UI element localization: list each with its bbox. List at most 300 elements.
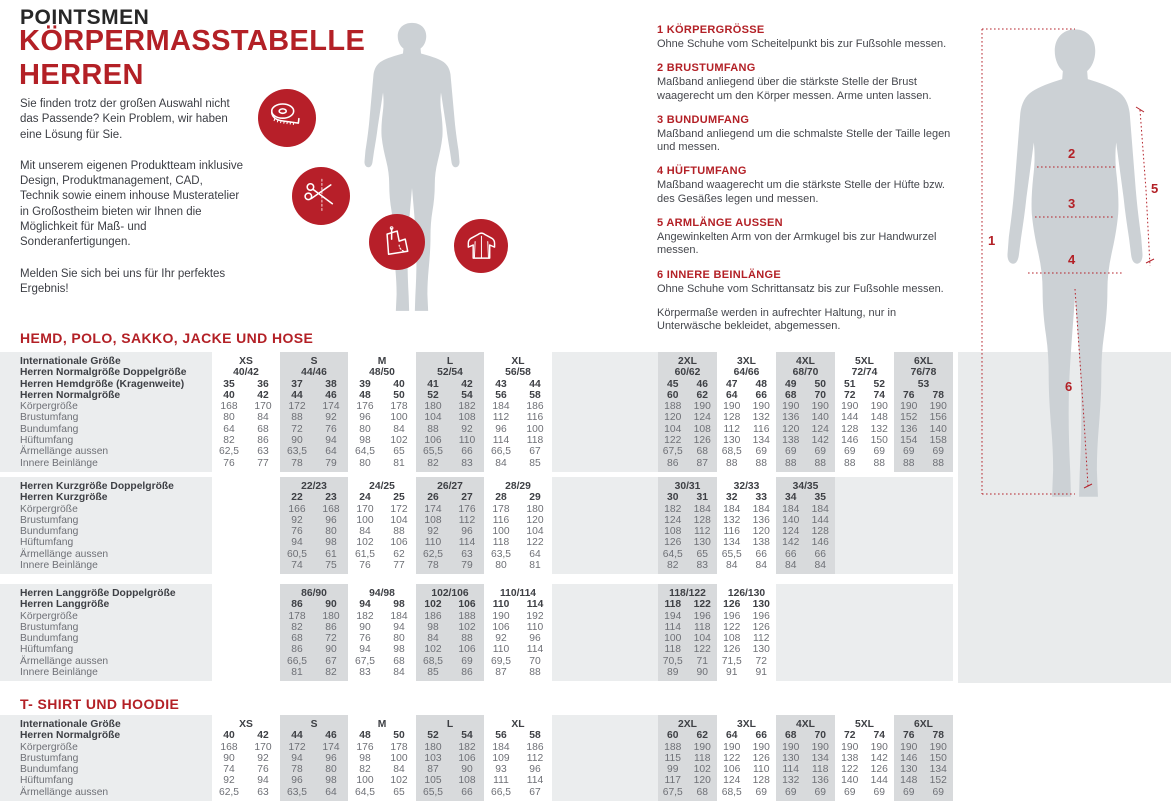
size-group-cell: [658, 390, 717, 401]
value-cell: 72: [291, 423, 303, 435]
size-group-cell: [717, 611, 776, 622]
value-cell: 67: [529, 446, 541, 458]
size-group-cell: [658, 515, 717, 526]
size-group-cell: [416, 446, 484, 457]
value-cell: 128: [723, 412, 741, 424]
size-group-cell: [776, 588, 835, 599]
value-cell: 66: [755, 730, 767, 742]
size-group-cell: [894, 424, 953, 435]
size-group-cell: [835, 644, 894, 655]
size-group-cell: [835, 753, 894, 764]
value-cell: 76: [291, 526, 303, 538]
size-group-cell: [416, 787, 484, 798]
value-cell: 84: [393, 423, 405, 435]
value-cell: 140: [929, 423, 947, 435]
value-cell: 64: [726, 730, 738, 742]
value-cell: 26: [427, 492, 439, 504]
size-group-cell: [717, 446, 776, 457]
size-group-cell: [717, 401, 776, 412]
value-cell: 88: [461, 633, 473, 645]
value-cell: 196: [693, 610, 711, 622]
size-group-cell: [212, 667, 280, 678]
marker-brustumfang: 2: [1068, 146, 1076, 161]
value-cell: 112: [458, 514, 476, 526]
size-group-cell: [348, 424, 416, 435]
value-cell: 118: [812, 764, 829, 776]
size-group-cell: [280, 656, 348, 667]
size-group-cell: [776, 424, 835, 435]
row-label: Bundumfang: [20, 423, 79, 435]
size-group-cell: [416, 730, 484, 741]
value-cell: 114: [526, 599, 544, 611]
instruction-item: [657, 217, 963, 258]
size-group-cell: [416, 537, 484, 548]
value-cell: 144: [870, 775, 888, 787]
value-cell: 126: [752, 752, 770, 764]
value-cell: 82: [223, 435, 235, 447]
row-label: Herren Langgröße Doppelgröße: [20, 588, 176, 599]
size-group-cell: [717, 787, 776, 798]
group-header-cell: 56/58: [505, 367, 531, 379]
size-group-cell: [894, 401, 953, 412]
value-cell: 58: [529, 389, 541, 401]
size-group-cell: [835, 458, 894, 469]
value-cell: 102: [693, 764, 711, 776]
value-cell: 180: [526, 503, 544, 515]
size-group-cell: [212, 537, 280, 548]
value-cell: 128: [693, 514, 711, 526]
column-gap: [552, 775, 658, 786]
value-cell: 174: [322, 741, 340, 753]
value-cell: 90: [291, 435, 303, 447]
size-group-cell: [894, 492, 953, 503]
table-row: [0, 412, 953, 423]
row-label: Körpergröße: [20, 401, 78, 413]
size-group-cell: [658, 730, 717, 741]
group-header-cell: L: [446, 719, 454, 730]
size-group-cell: [484, 611, 552, 622]
instruction-title: 2 BRUSTUMFANG: [657, 62, 756, 75]
value-cell: 90: [325, 644, 337, 656]
table-row: [0, 390, 953, 401]
size-group-cell: [894, 611, 953, 622]
value-cell: 118: [664, 644, 681, 656]
value-cell: 62: [696, 730, 708, 742]
value-cell: 186: [526, 401, 544, 413]
value-cell: 178: [390, 741, 408, 753]
instruction-text: Ohne Schuhe vom Scheitelpunkt bis zur Fußsohle messen.: [657, 38, 947, 50]
value-cell: 172: [288, 401, 306, 413]
value-cell: 41: [427, 378, 439, 390]
value-cell: 88: [393, 526, 405, 538]
value-cell: 128: [811, 526, 829, 538]
value-cell: 66,5: [490, 786, 512, 798]
size-group-cell: [280, 775, 348, 786]
value-cell: 69: [755, 786, 767, 798]
value-cell: 78: [427, 560, 439, 572]
value-cell: 77: [257, 457, 269, 469]
value-cell: 68,5: [422, 655, 444, 667]
value-cell: 96: [325, 514, 337, 526]
value-cell: 178: [492, 503, 510, 515]
table-row: [0, 560, 953, 571]
value-cell: 66: [814, 548, 826, 560]
value-cell: 96: [291, 775, 303, 787]
value-cell: 35: [814, 492, 826, 504]
value-cell: 94: [291, 752, 303, 764]
value-cell: 102: [424, 644, 442, 656]
value-cell: 84: [726, 560, 738, 572]
value-cell: 61,5: [354, 548, 376, 560]
row-label: Innere Beinlänge: [20, 560, 98, 572]
size-group-cell: [658, 775, 717, 786]
size-group-cell: [416, 667, 484, 678]
size-group-cell: [658, 537, 717, 548]
value-cell: 78: [291, 457, 303, 469]
value-cell: 190: [782, 741, 800, 753]
value-cell: 190: [811, 741, 829, 753]
value-cell: 56: [495, 389, 507, 401]
size-group-cell: [835, 775, 894, 786]
size-group-cell: [280, 435, 348, 446]
value-cell: 63,5: [286, 786, 308, 798]
size-group-cell: [416, 356, 484, 367]
value-cell: 76: [359, 560, 371, 572]
value-cell: 120: [752, 526, 770, 538]
size-group-cell: [835, 622, 894, 633]
column-gap: [552, 588, 658, 599]
value-cell: 166: [288, 503, 306, 515]
size-group-cell: [348, 742, 416, 753]
column-gap: [552, 481, 658, 492]
value-cell: 66,5: [286, 655, 308, 667]
value-cell: 64,5: [354, 446, 376, 458]
value-cell: 184: [390, 610, 408, 622]
value-cell: 90: [359, 621, 371, 633]
size-group-cell: [658, 424, 717, 435]
value-cell: 115: [664, 752, 681, 764]
value-cell: 81: [291, 667, 303, 679]
intro-paragraph: Melden Sie sich bei uns für Ihr perfektes Ergebnis!: [20, 267, 226, 295]
value-cell: 148: [870, 412, 888, 424]
size-group-cell: [835, 764, 894, 775]
table-row: [0, 644, 953, 655]
size-group-cell: [484, 492, 552, 503]
value-cell: 88: [903, 457, 915, 469]
size-group-cell: [894, 742, 953, 753]
value-cell: 68: [696, 446, 708, 458]
size-group-cell: [658, 588, 717, 599]
value-cell: 190: [870, 401, 888, 413]
value-cell: 184: [752, 503, 770, 515]
value-cell: 98: [325, 537, 337, 549]
value-cell: 54: [461, 730, 473, 742]
instruction-item: [657, 114, 963, 155]
value-cell: 92: [223, 775, 235, 787]
column-gap: [552, 537, 658, 548]
size-group-cell: [717, 775, 776, 786]
value-cell: 190: [723, 741, 741, 753]
value-cell: 79: [325, 457, 337, 469]
column-gap: [552, 401, 658, 412]
value-cell: 104: [526, 526, 544, 538]
value-cell: 130: [752, 599, 770, 611]
size-group-cell: [212, 481, 280, 492]
value-cell: 52: [427, 389, 439, 401]
intro-text: [20, 97, 244, 313]
instruction-text: Maßband anliegend über die stärkste Stelle der Brust waagerecht um den Körper messen. Arme unten lassen.: [657, 76, 932, 102]
value-cell: 116: [753, 423, 770, 435]
value-cell: 188: [664, 741, 682, 753]
table-row: [0, 424, 953, 435]
size-group-cell: [212, 412, 280, 423]
table-row: [0, 367, 953, 378]
value-cell: 118: [526, 435, 544, 447]
value-cell: 84: [359, 526, 371, 538]
value-cell: 116: [526, 412, 544, 424]
size-group-cell: [658, 753, 717, 764]
group-header-cell: S: [310, 356, 318, 367]
value-cell: 178: [390, 401, 408, 413]
group-header-cell: 28/29: [505, 481, 531, 492]
instruction-item: [657, 269, 963, 296]
size-group-cell: [717, 504, 776, 515]
instruction-text: Maßband waagerecht um die stärkste Stelle der Hüfte bzw. des Gesäßes legen und messen.: [657, 179, 945, 205]
group-header-cell: 3XL: [737, 356, 756, 367]
size-group-cell: [776, 492, 835, 503]
size-group-cell: [776, 446, 835, 457]
value-cell: 102: [458, 621, 476, 633]
value-cell: 76: [325, 423, 337, 435]
group-header-cell: 102/106: [431, 588, 469, 599]
column-gap: [552, 742, 658, 753]
size-group-cell: [776, 481, 835, 492]
value-cell: 132: [782, 775, 800, 787]
size-group-cell: [348, 401, 416, 412]
size-group-cell: [776, 622, 835, 633]
size-group-cell: [348, 446, 416, 457]
column-gap: [552, 515, 658, 526]
size-group-cell: [416, 633, 484, 644]
value-cell: 122: [693, 599, 711, 611]
value-cell: 132: [723, 514, 741, 526]
instruction-text: Angewinkelten Arm von der Armkugel bis zur Handwurzel messen.: [657, 231, 937, 257]
row-label: Herren Kurzgröße: [20, 492, 108, 504]
value-cell: 80: [495, 560, 507, 572]
value-cell: 106: [458, 752, 476, 764]
size-group-cell: [212, 775, 280, 786]
value-cell: 28: [495, 492, 507, 504]
size-group-cell: [348, 656, 416, 667]
value-cell: 68: [257, 423, 269, 435]
instruction-title: 6 INNERE BEINLÄNGE: [657, 268, 781, 281]
table-row: [0, 526, 953, 537]
size-group-cell: [348, 492, 416, 503]
size-group-cell: [348, 435, 416, 446]
column-gap: [552, 719, 658, 730]
size-group-cell: [776, 644, 835, 655]
table-row: [0, 379, 953, 390]
value-cell: 182: [458, 401, 476, 413]
value-cell: 63: [257, 446, 269, 458]
row-label: Körpergröße: [20, 503, 78, 515]
value-cell: 68: [393, 655, 405, 667]
size-group-cell: [835, 730, 894, 741]
value-cell: 196: [752, 610, 770, 622]
size-group-cell: [416, 424, 484, 435]
size-group-cell: [484, 775, 552, 786]
group-header-cell: M: [377, 719, 387, 730]
group-header-cell: 6XL: [914, 356, 933, 367]
value-cell: 63: [257, 786, 269, 798]
value-cell: 108: [723, 633, 741, 645]
value-cell: 69: [903, 786, 915, 798]
value-cell: 168: [322, 503, 340, 515]
value-cell: 29: [529, 492, 541, 504]
row-label: Ärmellänge aussen: [20, 655, 109, 667]
value-cell: 65,5: [422, 786, 444, 798]
size-group-cell: [776, 611, 835, 622]
value-cell: 118: [664, 599, 682, 611]
value-cell: 112: [723, 423, 740, 435]
size-group-cell: [658, 549, 717, 560]
value-cell: 80: [223, 412, 235, 424]
value-cell: 136: [752, 514, 770, 526]
value-cell: 114: [664, 621, 681, 633]
group-header-cell: 76/78: [910, 367, 937, 379]
size-group-cell: [212, 588, 280, 599]
size-group-cell: [717, 481, 776, 492]
size-group-cell: [835, 549, 894, 560]
size-group-cell: [658, 504, 717, 515]
value-cell: 190: [693, 401, 711, 413]
value-cell: 106: [458, 644, 476, 656]
size-group-cell: [894, 764, 953, 775]
value-cell: 81: [529, 560, 541, 572]
value-cell: 92: [291, 514, 303, 526]
value-cell: 92: [257, 752, 269, 764]
value-cell: 62,5: [218, 786, 240, 798]
value-cell: 148: [900, 775, 918, 787]
column-gap: [552, 787, 658, 798]
size-group-cell: [894, 656, 953, 667]
value-cell: 98: [359, 435, 371, 447]
value-cell: 48: [359, 389, 371, 401]
size-group-cell: [484, 481, 552, 492]
value-cell: 48: [755, 378, 767, 390]
value-cell: 104: [664, 423, 682, 435]
size-group-cell: [717, 622, 776, 633]
size-group-cell: [776, 367, 835, 378]
value-cell: 136: [811, 775, 829, 787]
value-cell: 192: [526, 610, 544, 622]
group-header-cell: 4XL: [796, 356, 815, 367]
instruction-note: Körpermaße werden in aufrechter Haltung, nur in Unterwäsche bekleidet, abgemessen.: [657, 306, 897, 333]
value-cell: 76: [257, 764, 269, 776]
column-gap: [552, 412, 658, 423]
value-cell: 39: [359, 378, 371, 390]
value-cell: 62: [393, 548, 405, 560]
size-group-cell: [416, 367, 484, 378]
size-group-cell: [835, 492, 894, 503]
value-cell: 74: [291, 560, 303, 572]
size-group-cell: [212, 379, 280, 390]
size-group-cell: [484, 446, 552, 457]
value-cell: 67,5: [662, 446, 683, 458]
size-group-cell: [717, 667, 776, 678]
value-cell: 100: [492, 526, 510, 538]
column-gap: [552, 367, 658, 378]
size-group-cell: [212, 560, 280, 571]
size-group-cell: [894, 667, 953, 678]
group-header-cell: 86/90: [301, 588, 327, 599]
value-cell: 96: [461, 526, 473, 538]
size-group-cell: [348, 515, 416, 526]
size-group-cell: [484, 401, 552, 412]
value-cell: 50: [814, 378, 826, 390]
group-header-cell: 48/50: [369, 367, 395, 379]
value-cell: 170: [254, 401, 272, 413]
value-cell: 25: [393, 492, 405, 504]
value-cell: 176: [458, 503, 476, 515]
body-silhouette-measured: [958, 0, 1171, 700]
size-group-cell: [717, 719, 776, 730]
value-cell: 94: [291, 537, 303, 549]
value-cell: 86: [325, 621, 337, 633]
value-cell: 110: [424, 537, 442, 549]
size-group-cell: [717, 356, 776, 367]
column-gap: [552, 667, 658, 678]
size-group-cell: [484, 787, 552, 798]
size-group-cell: [658, 526, 717, 537]
value-cell: 69: [844, 446, 856, 458]
value-cell: 92: [427, 526, 439, 538]
size-group-cell: [894, 560, 953, 571]
value-cell: 42: [257, 389, 269, 401]
marker-armlaenge: 5: [1151, 181, 1159, 196]
value-cell: 158: [929, 435, 947, 447]
value-cell: 66: [461, 786, 473, 798]
value-cell: 100: [356, 775, 374, 787]
value-cell: 128: [841, 423, 859, 435]
value-cell: 68: [785, 730, 797, 742]
value-cell: 100: [390, 752, 408, 764]
value-cell: 100: [390, 412, 408, 424]
value-cell: 126: [723, 644, 741, 656]
value-cell: 40: [223, 389, 235, 401]
table-row: [0, 549, 953, 560]
group-header-cell: M: [377, 356, 387, 367]
value-cell: 69: [844, 786, 856, 798]
value-cell: 102: [390, 775, 408, 787]
size-group-cell: [835, 367, 894, 378]
value-cell: 138: [752, 537, 770, 549]
group-header-cell: 52/54: [437, 367, 463, 379]
size-group-cell: [894, 588, 953, 599]
value-cell: 65: [393, 446, 405, 458]
value-cell: 99: [667, 764, 679, 776]
value-cell: 84: [495, 457, 507, 469]
value-cell: 23: [325, 492, 337, 504]
value-cell: 98: [359, 752, 371, 764]
value-cell: 132: [870, 423, 888, 435]
value-cell: 190: [929, 401, 947, 413]
tape-measure-icon: [266, 97, 308, 139]
size-group-cell: [416, 549, 484, 560]
size-group-cell: [484, 412, 552, 423]
value-cell: 86: [461, 667, 473, 679]
size-group-cell: [348, 622, 416, 633]
